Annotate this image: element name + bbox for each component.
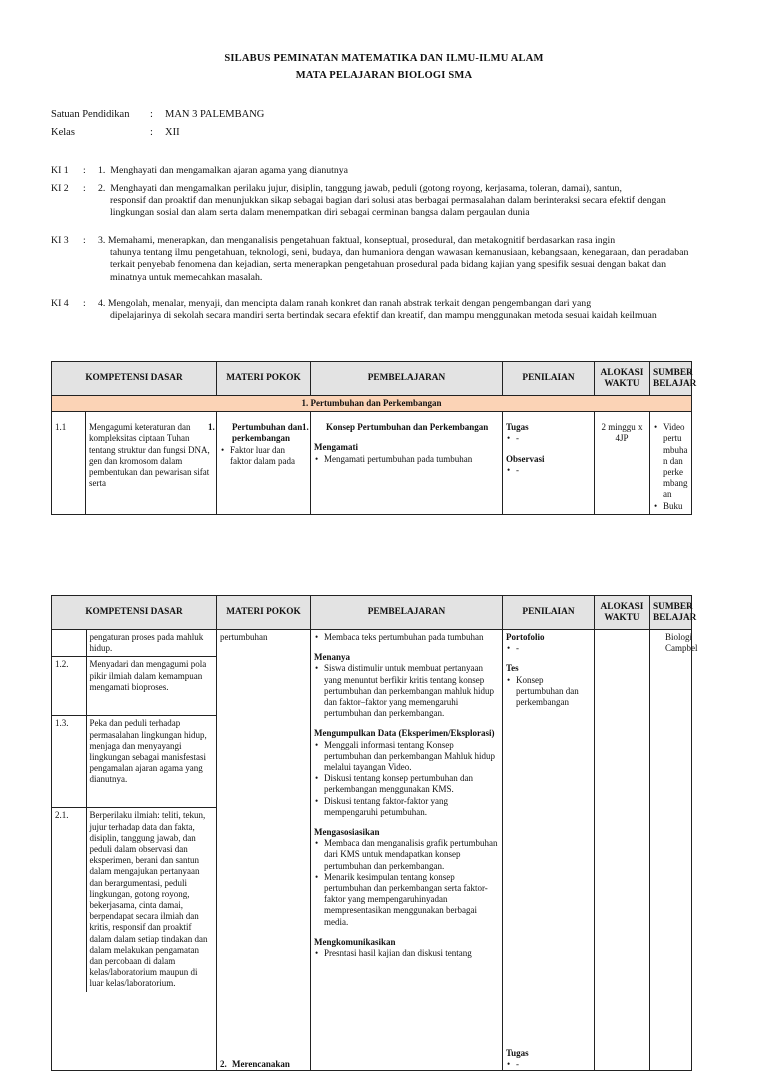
ki-1 [0, 165, 768, 179]
satuan-value: MAN 3 PALEMBANG [165, 109, 265, 120]
pen-observasi: Observasi [506, 453, 545, 464]
col-kompetensi-dasar: KOMPETENSI DASAR [52, 362, 217, 396]
ki-first-line: Mengolah, menalar, menyaji, dan mencipta dalam ranah konkret dan ranah abstrak terkait dengan pengembangan dari yang [107, 298, 592, 309]
silabus-table-1 [51, 361, 697, 515]
pembelajaran-cell [302, 412, 503, 515]
ki-label: KI 2 [51, 183, 69, 194]
col-alokasi-waktu: ALOKASI WAKTU [595, 362, 650, 396]
col-kompetensi-dasar: KOMPETENSI DASAR [52, 596, 217, 630]
list-item: • - [516, 433, 591, 444]
kd-text: pengaturan proses pada mahluk hidup. [86, 630, 216, 657]
table-header-row [52, 596, 692, 630]
kd-number: 2.1. [52, 808, 86, 992]
satuan-label: Satuan Pendidikan [51, 109, 130, 120]
kd-column [52, 630, 217, 1071]
ki-colon: : [83, 235, 86, 246]
sumber-cell [650, 630, 698, 1071]
kelas-label: Kelas [51, 127, 75, 138]
kd-inner-table [52, 630, 216, 992]
kd-text: Mengagumi keteraturan dan kompleksitas ciptaan Tuhan tentang struktur dan fungsi DNA, gen dan kromosom dalam pembentukan dan pewarisan sifat serta [86, 412, 217, 515]
ki-text [98, 183, 698, 220]
col-sumber-belajar: SUMBER BELAJAR [650, 596, 692, 630]
materi-next-title: 2. Merencanakan [220, 1058, 290, 1069]
pemb-heading-mengumpulkan: Mengumpulkan Data (Eksperimen/Eksplorasi) [314, 728, 495, 739]
list-item: • Video pertumbuhan dan perkembangan [663, 422, 688, 500]
pemb-heading-mengkomunikasi: Mengkomunikasikan [314, 936, 396, 947]
pen-portofolio: Portofolio [506, 632, 545, 642]
ki-label: KI 1 [51, 165, 69, 176]
ki-label: KI 3 [51, 235, 69, 246]
ki-colon: : [83, 165, 86, 176]
materi-continued: pertumbuhan [220, 632, 268, 642]
list-item: • Diskusi tentang konsep pertumbuhan dan perkembangan menggunakan KMS. [324, 773, 499, 795]
list-item: • Diskusi tentang faktor-faktor yang mempengaruhi petumbuhan. [324, 796, 499, 818]
kelas-colon: : [150, 127, 153, 138]
list-item: • - [516, 465, 591, 476]
satuan-colon: : [150, 109, 153, 120]
col-alokasi-waktu: ALOKASI WAKTU [595, 596, 650, 630]
pen-tugas-block [506, 1048, 592, 1070]
penilaian-cell [503, 412, 595, 515]
table-header-row [52, 362, 692, 396]
ki-rest: responsif dan proaktif dan menunjukkan sikap sebagai bagian dari solusi atas berbagai permasalahan dalam berinteraksi secara efektif dengan lingkungan sosial dan alam serta dalam menempatkan diri sebagai cerminan bangsa dalam pergaulan dunia [110, 195, 666, 219]
list-item: • - [516, 643, 591, 654]
ki-text [98, 298, 698, 322]
kd-number: 1.2. [52, 657, 86, 716]
document-subtitle: MATA PELAJARAN BIOLOGI SMA [295, 70, 473, 81]
ki-num: 3. [98, 235, 106, 246]
materi-cell [208, 412, 311, 515]
kd-row [52, 657, 216, 716]
kd-text: Berperilaku ilmiah: teliti, tekun, jujur terhadap data dan fakta, disiplin, tanggung jawab, dan peduli dalam observasi dan eksperimen, berani dan santun dalam mengajukan pertanyaan dan berargumentasi, peduli lingkungan, gotong royong, bekerjasama, cinta damai, berpendapat secara ilmiah dan kritis, responsif dan proaktif dalam dalam setiap tindakan dan dalam melakukan pengamatan dan percobaan di dalam kelas/laboratorium maupun di luar kelas/laboratorium. [89, 810, 208, 989]
ki-first-line: Menghayati dan mengamalkan ajaran agama yang dianutnya [110, 165, 349, 176]
ki-colon: : [83, 298, 86, 309]
table-row [52, 630, 692, 1071]
ki-rest: dipelajarinya di sekolah secara mandiri serta bertindak secara efektif dan kreatif, dan mampu menggunakan metoda sesuai kaidah keilmuan [110, 310, 657, 322]
col-penilaian: PENILAIAN [503, 362, 595, 396]
pen-tes: Tes [506, 663, 519, 674]
ki-2 [0, 183, 768, 225]
col-pembelajaran: PEMBELAJARAN [311, 362, 503, 396]
col-pembelajaran: PEMBELAJARAN [311, 596, 503, 630]
ki-first-line: Memahami, menerapkan, dan menganalisis pengetahuan faktual, konseptual, prosedural, dan metakognitif berdasarkan rasa ingin [107, 235, 616, 246]
pen-tugas: Tugas [506, 422, 529, 433]
list-item: • - [516, 1059, 592, 1070]
list-item: • Presntasi hasil kajian dan diskusi tentang [324, 948, 499, 959]
list-item: • Menarik kesimpulan tentang konsep pertumbuhan dan perkembangan serta faktor-faktor yang mempengaruhinyadan mempresentasikan menggunakan berbagai media. [324, 872, 499, 928]
col-materi-pokok: MATERI POKOK [217, 596, 311, 630]
penilaian-cell [503, 630, 595, 1071]
list-item: • Siswa distimulir untuk membuat pertanyaan yang menuntut berfikir kritis tentang konsep pertumbuhan dan perkembangan mahluk hidup dan faktor–faktor yang memengaruhi pertumbuhan dan perkembangan. [324, 663, 499, 719]
pen-tugas: Tugas [506, 1047, 529, 1058]
ki-4 [0, 298, 768, 340]
kd-number: 1.3. [52, 716, 86, 808]
ki-colon: : [83, 183, 86, 194]
kd-number [52, 630, 86, 657]
list-item: • Faktor luar dan faktor dalam pada [230, 445, 307, 467]
list-item: • Buku [663, 501, 688, 512]
ki-rest: tahunya tentang ilmu pengetahuan, teknologi, seni, budaya, dan humaniora dengan wawasan kemanusiaan, kebangsaan, kenegaraan, dan peradaban terkait penyebab fenomena dan kejadian, serta menerapkan pengetahuan prosedural pada bidang kajian yang spesifik sesuai dengan bakat dan minatnya untuk memecahkan masalah. [110, 247, 689, 283]
pemb-heading-mengasosiasi: Mengasosiasikan [314, 827, 380, 838]
ki-num: 1. [98, 165, 106, 176]
pemb-heading-menanya: Menanya [314, 652, 350, 663]
materi-title: 1. Pertumbuhan dan perkembangan [208, 422, 303, 444]
ki-3 [0, 235, 768, 289]
list-item: • Konsep pertumbuhan dan perkembangan [516, 675, 591, 709]
sumber-cell [650, 412, 692, 515]
kd-row [52, 630, 216, 657]
list-item: • Membaca teks pertumbuhan pada tumbuhan [324, 632, 499, 643]
alokasi-cell: 2 minggu x 4JP [595, 412, 650, 515]
kd-number: 1.1 [52, 412, 86, 515]
kd-row [52, 808, 216, 992]
pemb-heading: Mengamati [314, 442, 358, 453]
kelas-value: XII [165, 127, 180, 138]
table-row [52, 412, 692, 515]
col-penilaian: PENILAIAN [503, 596, 595, 630]
alokasi-cell [595, 630, 650, 1071]
materi-cell [217, 630, 311, 1071]
sumber-text: Biologi Campbel [665, 632, 698, 654]
list-item: • Membaca dan menganalisis grafik pertumbuhan dari KMS untuk mendapatkan konsep pertumbuhan dan perkembangan. [324, 838, 499, 872]
kd-text: Menyadari dan mengagumi pola pikir ilmiah dalam kemampuan mengamati bioproses. [86, 657, 216, 716]
document-title: SILABUS PEMINATAN MATEMATIKA DAN ILMU-ILMU ALAM [224, 53, 544, 64]
silabus-table-2 [51, 595, 698, 1071]
list-item: • Mengamati pertumbuhan pada tumbuhan [324, 454, 499, 465]
pembelajaran-cell [311, 630, 503, 1071]
kd-text: Peka dan peduli terhadap permasalahan lingkungan hidup, menjaga dan menyayangi lingkungan sebagai manisfestasi pengamalan ajaran agama yang dianutnya. [86, 716, 216, 808]
pemb-title: 1. Konsep Pertumbuhan dan Perkembangan [302, 422, 489, 433]
ki-num: 4. [98, 298, 106, 309]
ki-text [98, 235, 698, 284]
ki-num: 2. [98, 183, 106, 194]
ki-text [98, 165, 698, 177]
section-title: 1. Pertumbuhan dan Perkembangan [52, 396, 692, 412]
list-item: • Menggali informasi tentang Konsep pertumbuhan dan perkembangan Mahluk hidup melalui tayangan Video. [324, 740, 499, 774]
ki-label: KI 4 [51, 298, 69, 309]
col-materi-pokok: MATERI POKOK [217, 362, 311, 396]
section-row [52, 396, 692, 412]
kd-row [52, 716, 216, 808]
col-sumber-belajar: SUMBER BELAJAR [650, 362, 692, 396]
ki-first-line: Menghayati dan mengamalkan perilaku jujur, disiplin, tanggung jawab, peduli (gotong royong, kerjasama, toleran, damai), santun, [110, 183, 622, 194]
